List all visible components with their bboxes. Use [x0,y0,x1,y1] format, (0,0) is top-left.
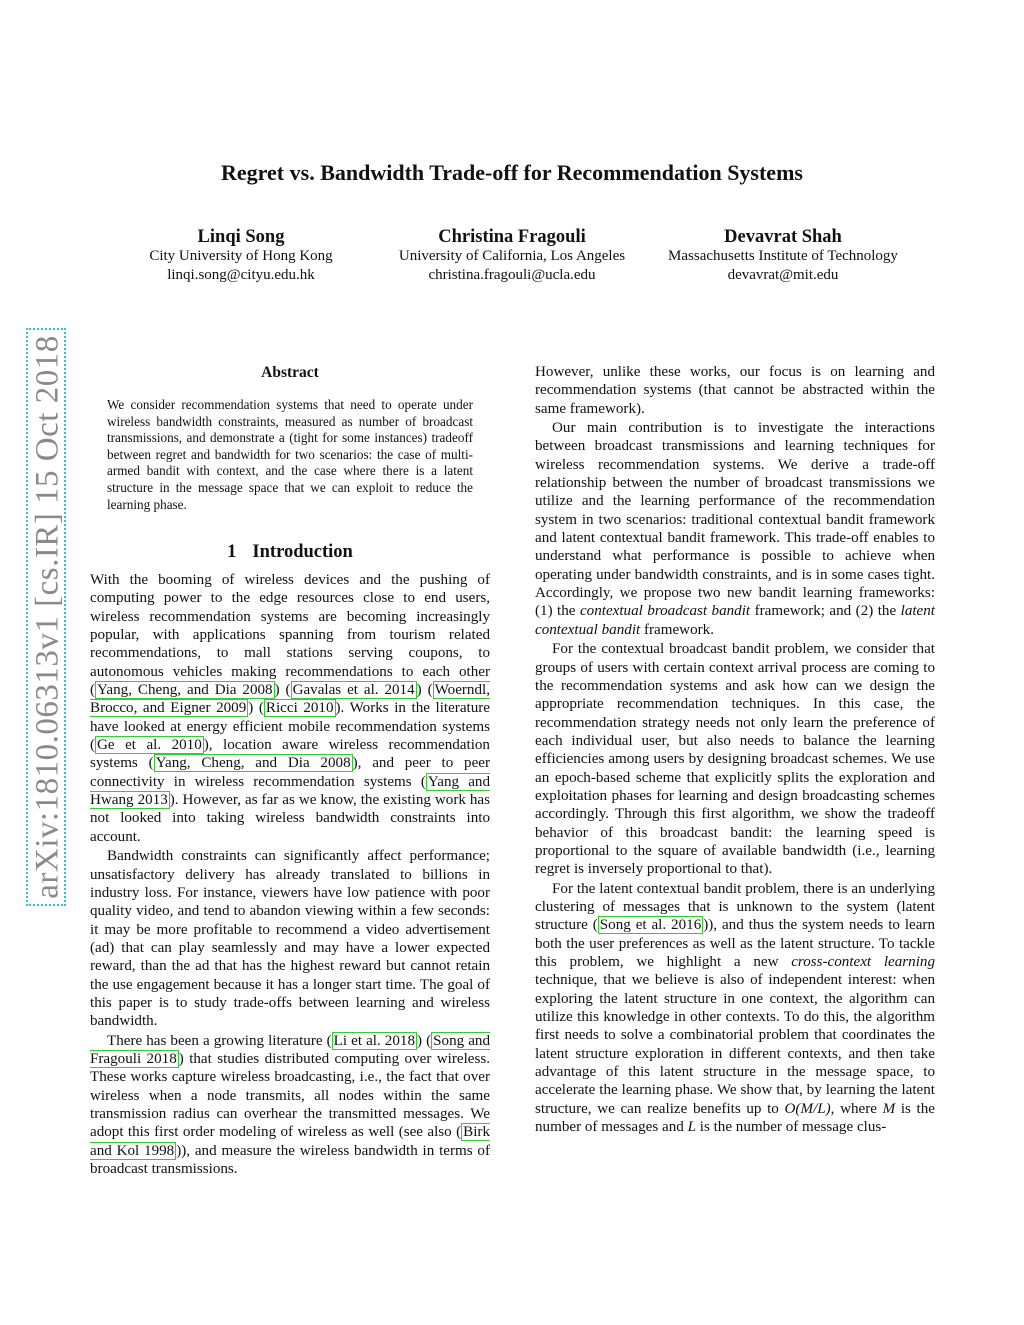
author-block [372,228,652,285]
author-name: Devavrat Shah [724,227,842,247]
text-run: For the latent contextual bandit problem, there is an underlying clustering of messages that is unknown to the system (latent structure ( [535,880,935,934]
text-run: With the booming of wireless devices and the pushing of computing power to the edge resources close to end users, wireless recommendation systems are becoming increasingly popular, with applications spanning from tourism related recommendations, to mall stations serving coupons, to autonomous vehicles making recommendations to each other [90,572,490,680]
citation-link[interactable]: Song et al. 2016 [599,917,702,934]
text-run: There has been a growing literature ( [107,1032,332,1049]
paragraph: There has been a growing literature ( Li et al. 2018 ) ( Song and Fragouli 2018 ) that studies distributed computing over wireless. These works capture wireless broadcasting, i.e., the fact that over wireless when a node transmits, all nodes within the same transmission radius can overhear the transmitted messages. We adopt this first order modeling of wireless as well (see also ( Birk and Kol 1998 )), and measure the wireless bandwidth in terms of broadcast transmissions. [90,1032,491,1177]
citation-link[interactable]: Li et al. 2018 [333,1032,415,1049]
paragraph: For the contextual broadcast bandit problem, we consider that groups of users with certain context arrival process are coming to the recommendation systems and ask how can we design the appropriate recommendation techniques. In this case, the recommendation strategy needs not only learn the preference of each individual user, but also needs to balance the learning efficiencies among users by designing broadcast schemes. We use an epoch-based scheme that explicitly splits the exploration and exploitation phases for learning and design broadcasting schemes accordingly. Through this first algorithm, we show the tradeoff behavior of this broadcast bandit: the learning speed is proportional to the square of available bandwidth (i.e., learning regret is inversely proportional to that). [535,641,935,878]
emphasis: cross-context learning [791,954,935,970]
author-email: linqi.song@cityu.edu.hk [167,267,315,283]
citation-link[interactable]: Ricci 2010 [265,700,334,717]
text-run: ), and peer to peer connectivity in wireless recommendation systems ( [90,755,490,790]
abstract-heading: Abstract [261,364,319,381]
text-run: , where [830,1100,883,1117]
math-expression: O(M/L) [784,1100,831,1117]
text-run: . Works in the literature have looked at energy efficient mobile recommendation systems ( [90,700,490,754]
emphasis: contextual broadcast bandit [579,603,751,620]
text-run: ), location aware wireless recommendation systems ( [90,737,490,772]
section-title: Introduction [252,542,353,562]
author-affiliation: University of California, Los Angeles [398,248,626,264]
text-run: framework; and (2) the [750,603,901,620]
arxiv-identifier[interactable]: arXiv:1810.06313v1 [cs.IR] 15 Oct 2018 [29,335,66,899]
citation-link[interactable]: Ge et al. 2010 [97,737,202,754]
paragraph [535,419,935,639]
math-symbol: M [882,1100,896,1117]
citation-link[interactable]: Yang and Hwang 2013 [90,773,490,809]
section-number: 1 [227,542,237,562]
paragraph: With the booming of wireless devices and the pushing of computing power to the edge resources close to end users, wireless recommendation systems are becoming increasingly popular, with applications spanning from tourism related recommendations, to mall stations serving coupons, to autonomous vehicles making recommendations to each other ( Yang, Cheng, and Dia 2008 ) ( Gavalas et al. 2014 ) ( Woerndl, Brocco, and Eigner 2009 ) ( Ricci 2010 ). Works in the literature have looked at energy efficient mobile recommendation systems ( Ge et al. 2010 ), location aware wireless recommendation systems ( Yang, Cheng, and Dia 2008 ), and peer to peer connectivity in wireless recommendation systems ( Yang and Hwang 2013 ). However, as far as we know, the existing work has not looked into taking wireless bandwidth constraints into account. [90,572,490,845]
citation-link[interactable]: Yang, Cheng, and Dia 2008 [97,682,273,699]
text-run: )), and measure the wireless bandwidth in terms of broadcast transmissions. [90,1142,491,1177]
abstract-text: We consider recommendation systems that need to operate under wireless bandwidth constraints, measured as number of broadcast transmissions, and demonstrate a (tight for some instances) tradeoff between regret and bandwidth for two scenarios: the case of multi-armed bandit with context, and the case where there is a latent structure in the message space that we can exploit to reduce the learning phase. [107,397,473,512]
author-email: christina.fragouli@ucla.edu [428,267,596,283]
section-heading [90,542,490,563]
citation-link[interactable]: Birk and Kol 1998 [90,1124,490,1159]
text-run: that studies distributed computing over wireless. These works capture wireless broadcasting, i.e., the fact that over wireless when a node transmits, all nodes within the same transmission radius can overhear the transmitted messages. We adopt this first order modeling of wireless as well (see also ( [90,1050,490,1141]
author-block [643,228,923,285]
paragraph [535,880,935,1137]
paragraph: Bandwidth constraints can significantly affect performance; unsatisfactory delivery has already translated to billions in industry loss. For instance, viewers have low patience with poor quality video, and tend to abandon viewing within a few seconds: it may be more profitable to recommend a video advertisement (ad) that can play seamlessly and may have a lower expected reward, than the ad that has the highest reward but cannot retain the use engagement because it has a longer start time. The goal of this paper is to study trade-offs between learning and wireless bandwidth. [90,848,490,1030]
text-run: framework. [640,621,714,638]
citation-link[interactable]: Song and Fragouli 2018 [90,1032,491,1067]
paragraph: However, unlike these works, our focus is on learning and recommendation systems (that cannot be abstracted within the same framework). [535,364,935,417]
citation-link[interactable]: Yang, Cheng, and Dia 2008 [155,755,351,772]
text-run: )), and thus the system needs to learn both the user preferences as well as the latent structure. To tackle this problem, we highlight a new [535,917,935,970]
author-affiliation: City University of Hong Kong [149,248,333,264]
citation-link[interactable]: Woerndl, Brocco, and Eigner 2009 [90,682,490,717]
text-run: is the number of message clus- [695,1119,887,1136]
author-affiliation: Massachusetts Institute of Technology [668,248,898,264]
author-email: devavrat@mit.edu [727,267,839,283]
citation-link[interactable]: Gavalas et al. 2014 [292,682,415,699]
text-run: is the number of messages and [535,1100,935,1136]
math-symbol: L [687,1119,696,1136]
emphasis: latent contextual bandit [535,603,935,638]
author-name: Linqi Song [197,227,285,247]
text-run: ). However, as far as we know, the existing work has not looked into taking wireless bandwidth constraints into account. [90,792,490,845]
author-block [101,228,381,285]
paper-title: Regret vs. Bandwidth Trade-off for Recommendation Systems [221,160,803,185]
text-run: Our main contribution is to investigate the interactions between broadcast transmissions and learning techniques for wireless recommendation systems. We derive a trade-off relationship between the number of broadcast transmissions we utilize and the learning performance of the recommendation system in two scenarios: traditional contextual bandit framework and latent contextual bandit framework. This trade-off enables to understand what performance is possible to achieve when operating under bandwidth constraints, and is in some cases tight. Accordingly, we propose two new bandit learning frameworks: (1) the [535,420,935,620]
author-name: Christina Fragouli [438,227,586,247]
left-column [90,571,490,1178]
right-column [535,363,935,1136]
text-run: technique, that we believe is also of independent interest: when exploring the latent structure in one context, the algorithm can utilize this knowledge in other contexts. To do this, the algorithm first needs to solve a combinatorial problem that coordinates the latent structure exploration in different contexts, and then take advantage of this latent structure in the message space, to accelerate the learning phase. We show that, by learning the latent structure, we can realize benefits up to [535,972,935,1117]
